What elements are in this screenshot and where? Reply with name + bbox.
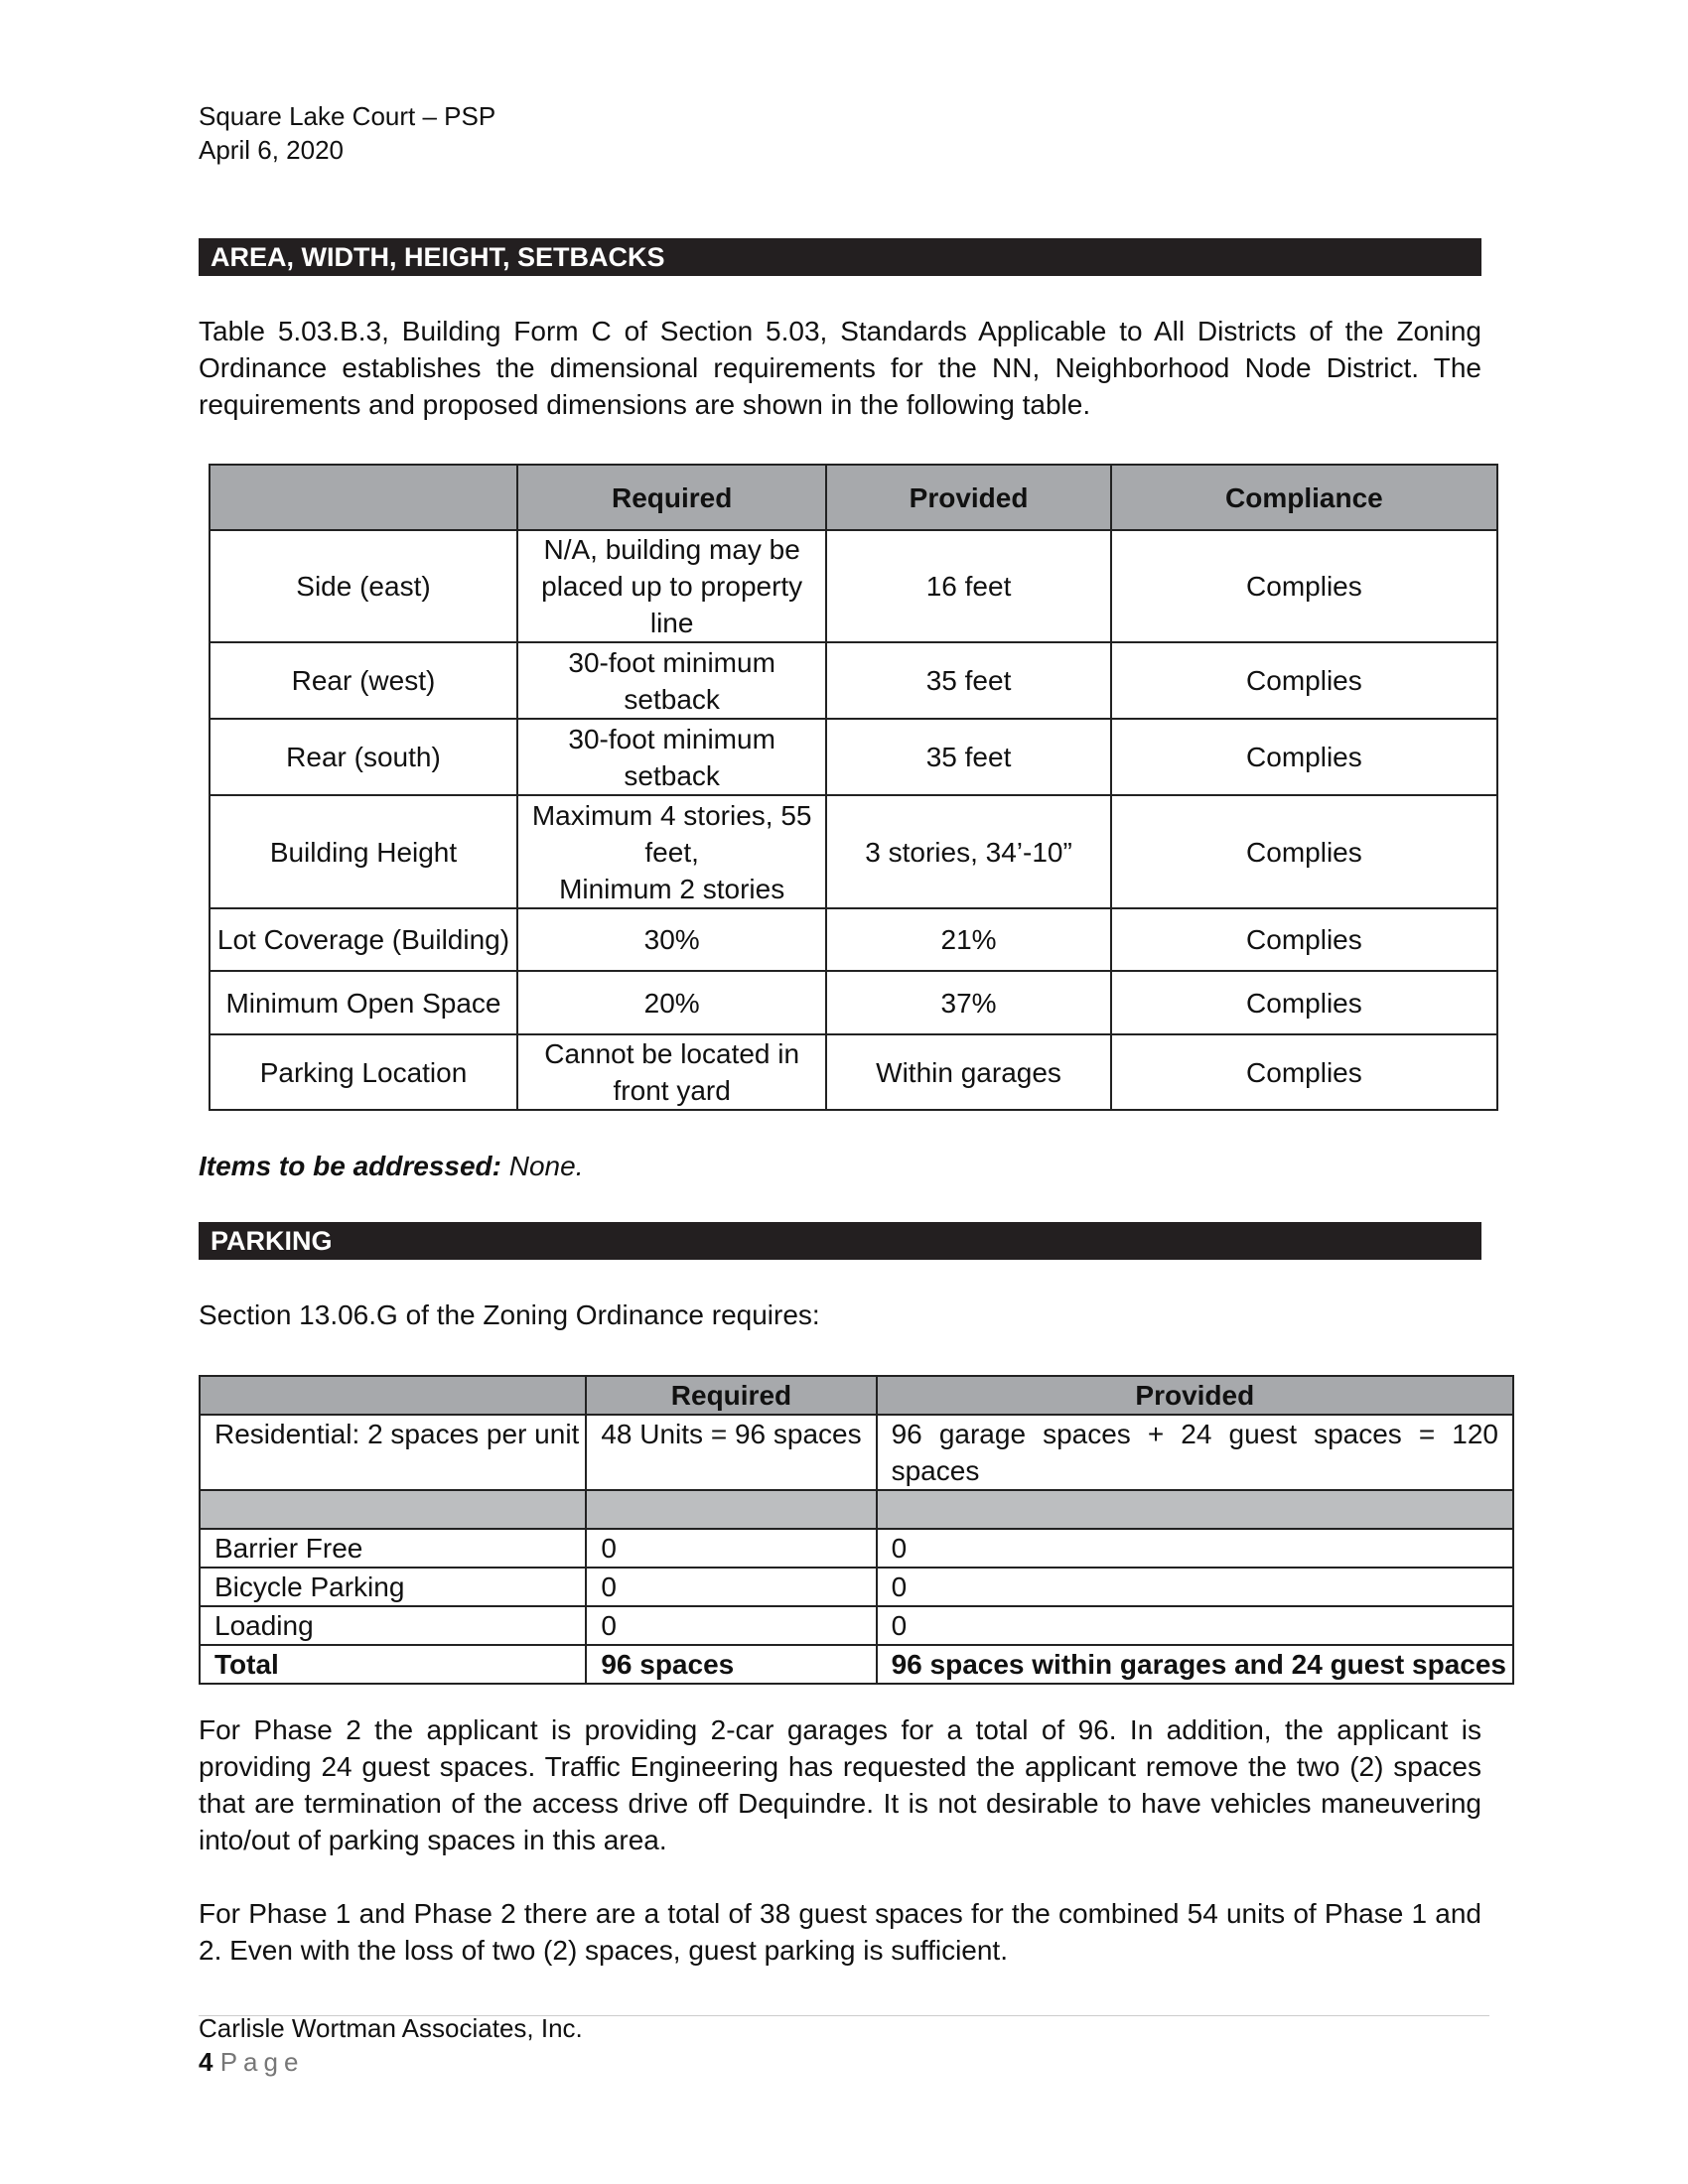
column-header: Required (517, 465, 826, 530)
table-cell: N/A, building may be placed up to property line (517, 530, 826, 642)
table-cell: Residential: 2 spaces per unit (200, 1415, 586, 1490)
table-cell: Rear (west) (210, 642, 517, 719)
table-cell: 30% (517, 908, 826, 971)
section-title-area: AREA, WIDTH, HEIGHT, SETBACKS (199, 238, 1481, 276)
table-row (210, 971, 1497, 1034)
table-cell: 3 stories, 34’-10” (826, 795, 1110, 908)
section-title-parking: PARKING (199, 1222, 1481, 1260)
table-cell: Complies (1111, 1034, 1497, 1110)
table-cell: 0 (877, 1529, 1513, 1568)
table-cell: 0 (877, 1606, 1513, 1645)
table-cell: Bicycle Parking (200, 1568, 586, 1606)
table-row (210, 642, 1497, 719)
items-to-address-label: Items to be addressed: (199, 1151, 501, 1181)
table-cell: 37% (826, 971, 1110, 1034)
table-cell: Building Height (210, 795, 517, 908)
table-cell: 35 feet (826, 642, 1110, 719)
table-cell: Rear (south) (210, 719, 517, 795)
dimensional-requirements-table (209, 464, 1498, 1111)
table-row-blank (200, 1490, 1513, 1529)
section-intro-area: Table 5.03.B.3, Building Form C of Section 5.03, Standards Applicable to All Districts of the Zoning Ordinance establishes the dimensional requirements for the NN, Neighborhood Node District. The requirements and proposed dimensions are shown in the following table. (199, 316, 1481, 420)
column-header (210, 465, 517, 530)
table-cell: Side (east) (210, 530, 517, 642)
footer-page (199, 2045, 304, 2079)
table-cell: 96 spaces within garages and 24 guest spaces (877, 1645, 1513, 1684)
column-header: Compliance (1111, 465, 1497, 530)
table-cell: 20% (517, 971, 826, 1034)
parking-paragraph-phase2: For Phase 2 the applicant is providing 2-car garages for a total of 96. In addition, the applicant is providing 24 guest spaces. Traffic Engineering has requested the applicant remove the two (2) spaces that are termination of the access drive off Dequindre. It is not desirable to have vehicles maneuvering into/out of parking spaces in this area. (199, 1714, 1481, 1855)
table-cell: Within garages (826, 1034, 1110, 1110)
document-project-title: Square Lake Court – PSP (199, 101, 496, 131)
table-cell: 21% (826, 908, 1110, 971)
table-row (200, 1606, 1513, 1645)
document-date: April 6, 2020 (199, 135, 344, 165)
table-cell: 0 (586, 1568, 876, 1606)
table-cell: 96 spaces (586, 1645, 876, 1684)
table-cell: 35 feet (826, 719, 1110, 795)
items-to-address-value: None. (508, 1151, 584, 1181)
table-cell: Complies (1111, 795, 1497, 908)
table-header-row (200, 1376, 1513, 1415)
table-cell: Complies (1111, 530, 1497, 642)
items-to-address (199, 1148, 583, 1184)
page-number: 4 (199, 2047, 213, 2077)
table-cell: Cannot be located in front yard (517, 1034, 826, 1110)
table-cell: Maximum 4 stories, 55 feet, Minimum 2 stories (517, 795, 826, 908)
table-cell: Minimum Open Space (210, 971, 517, 1034)
parking-requirements-table (199, 1375, 1514, 1685)
table-row (210, 530, 1497, 642)
table-cell (200, 1490, 586, 1529)
table-cell: 0 (586, 1606, 876, 1645)
table-row (210, 1034, 1497, 1110)
table-cell: Complies (1111, 642, 1497, 719)
table-cell: 96 garage spaces + 24 guest spaces = 120 spaces (877, 1415, 1513, 1490)
column-header: Provided (826, 465, 1110, 530)
table-cell: 0 (877, 1568, 1513, 1606)
table-row (210, 908, 1497, 971)
table-row (210, 719, 1497, 795)
table-row-total (200, 1645, 1513, 1684)
table-cell: Complies (1111, 719, 1497, 795)
parking-paragraph-phase1-2: For Phase 1 and Phase 2 there are a total of 38 guest spaces for the combined 54 units of Phase 1 and 2. Even with the loss of two (2) spaces, guest parking is sufficient. (199, 1898, 1481, 1966)
section-intro-parking: Section 13.06.G of the Zoning Ordinance requires: (199, 1299, 820, 1330)
table-row (200, 1415, 1513, 1490)
table-cell (877, 1490, 1513, 1529)
table-cell: Parking Location (210, 1034, 517, 1110)
page-label: Page (219, 2047, 305, 2077)
table-cell: Complies (1111, 908, 1497, 971)
column-header (200, 1376, 586, 1415)
table-header-row (210, 465, 1497, 530)
table-cell: Total (200, 1645, 586, 1684)
column-header: Provided (877, 1376, 1513, 1415)
table-row (210, 795, 1497, 908)
table-cell: 30-foot minimum setback (517, 719, 826, 795)
table-cell: Lot Coverage (Building) (210, 908, 517, 971)
table-cell: Barrier Free (200, 1529, 586, 1568)
table-cell: 0 (586, 1529, 876, 1568)
table-cell (586, 1490, 876, 1529)
footer-company: Carlisle Wortman Associates, Inc. (199, 2013, 583, 2043)
table-cell: 16 feet (826, 530, 1110, 642)
table-cell: Loading (200, 1606, 586, 1645)
table-cell: 30-foot minimum setback (517, 642, 826, 719)
column-header: Required (586, 1376, 876, 1415)
table-row (200, 1529, 1513, 1568)
table-cell: 48 Units = 96 spaces (586, 1415, 876, 1490)
table-cell: Complies (1111, 971, 1497, 1034)
table-row (200, 1568, 1513, 1606)
